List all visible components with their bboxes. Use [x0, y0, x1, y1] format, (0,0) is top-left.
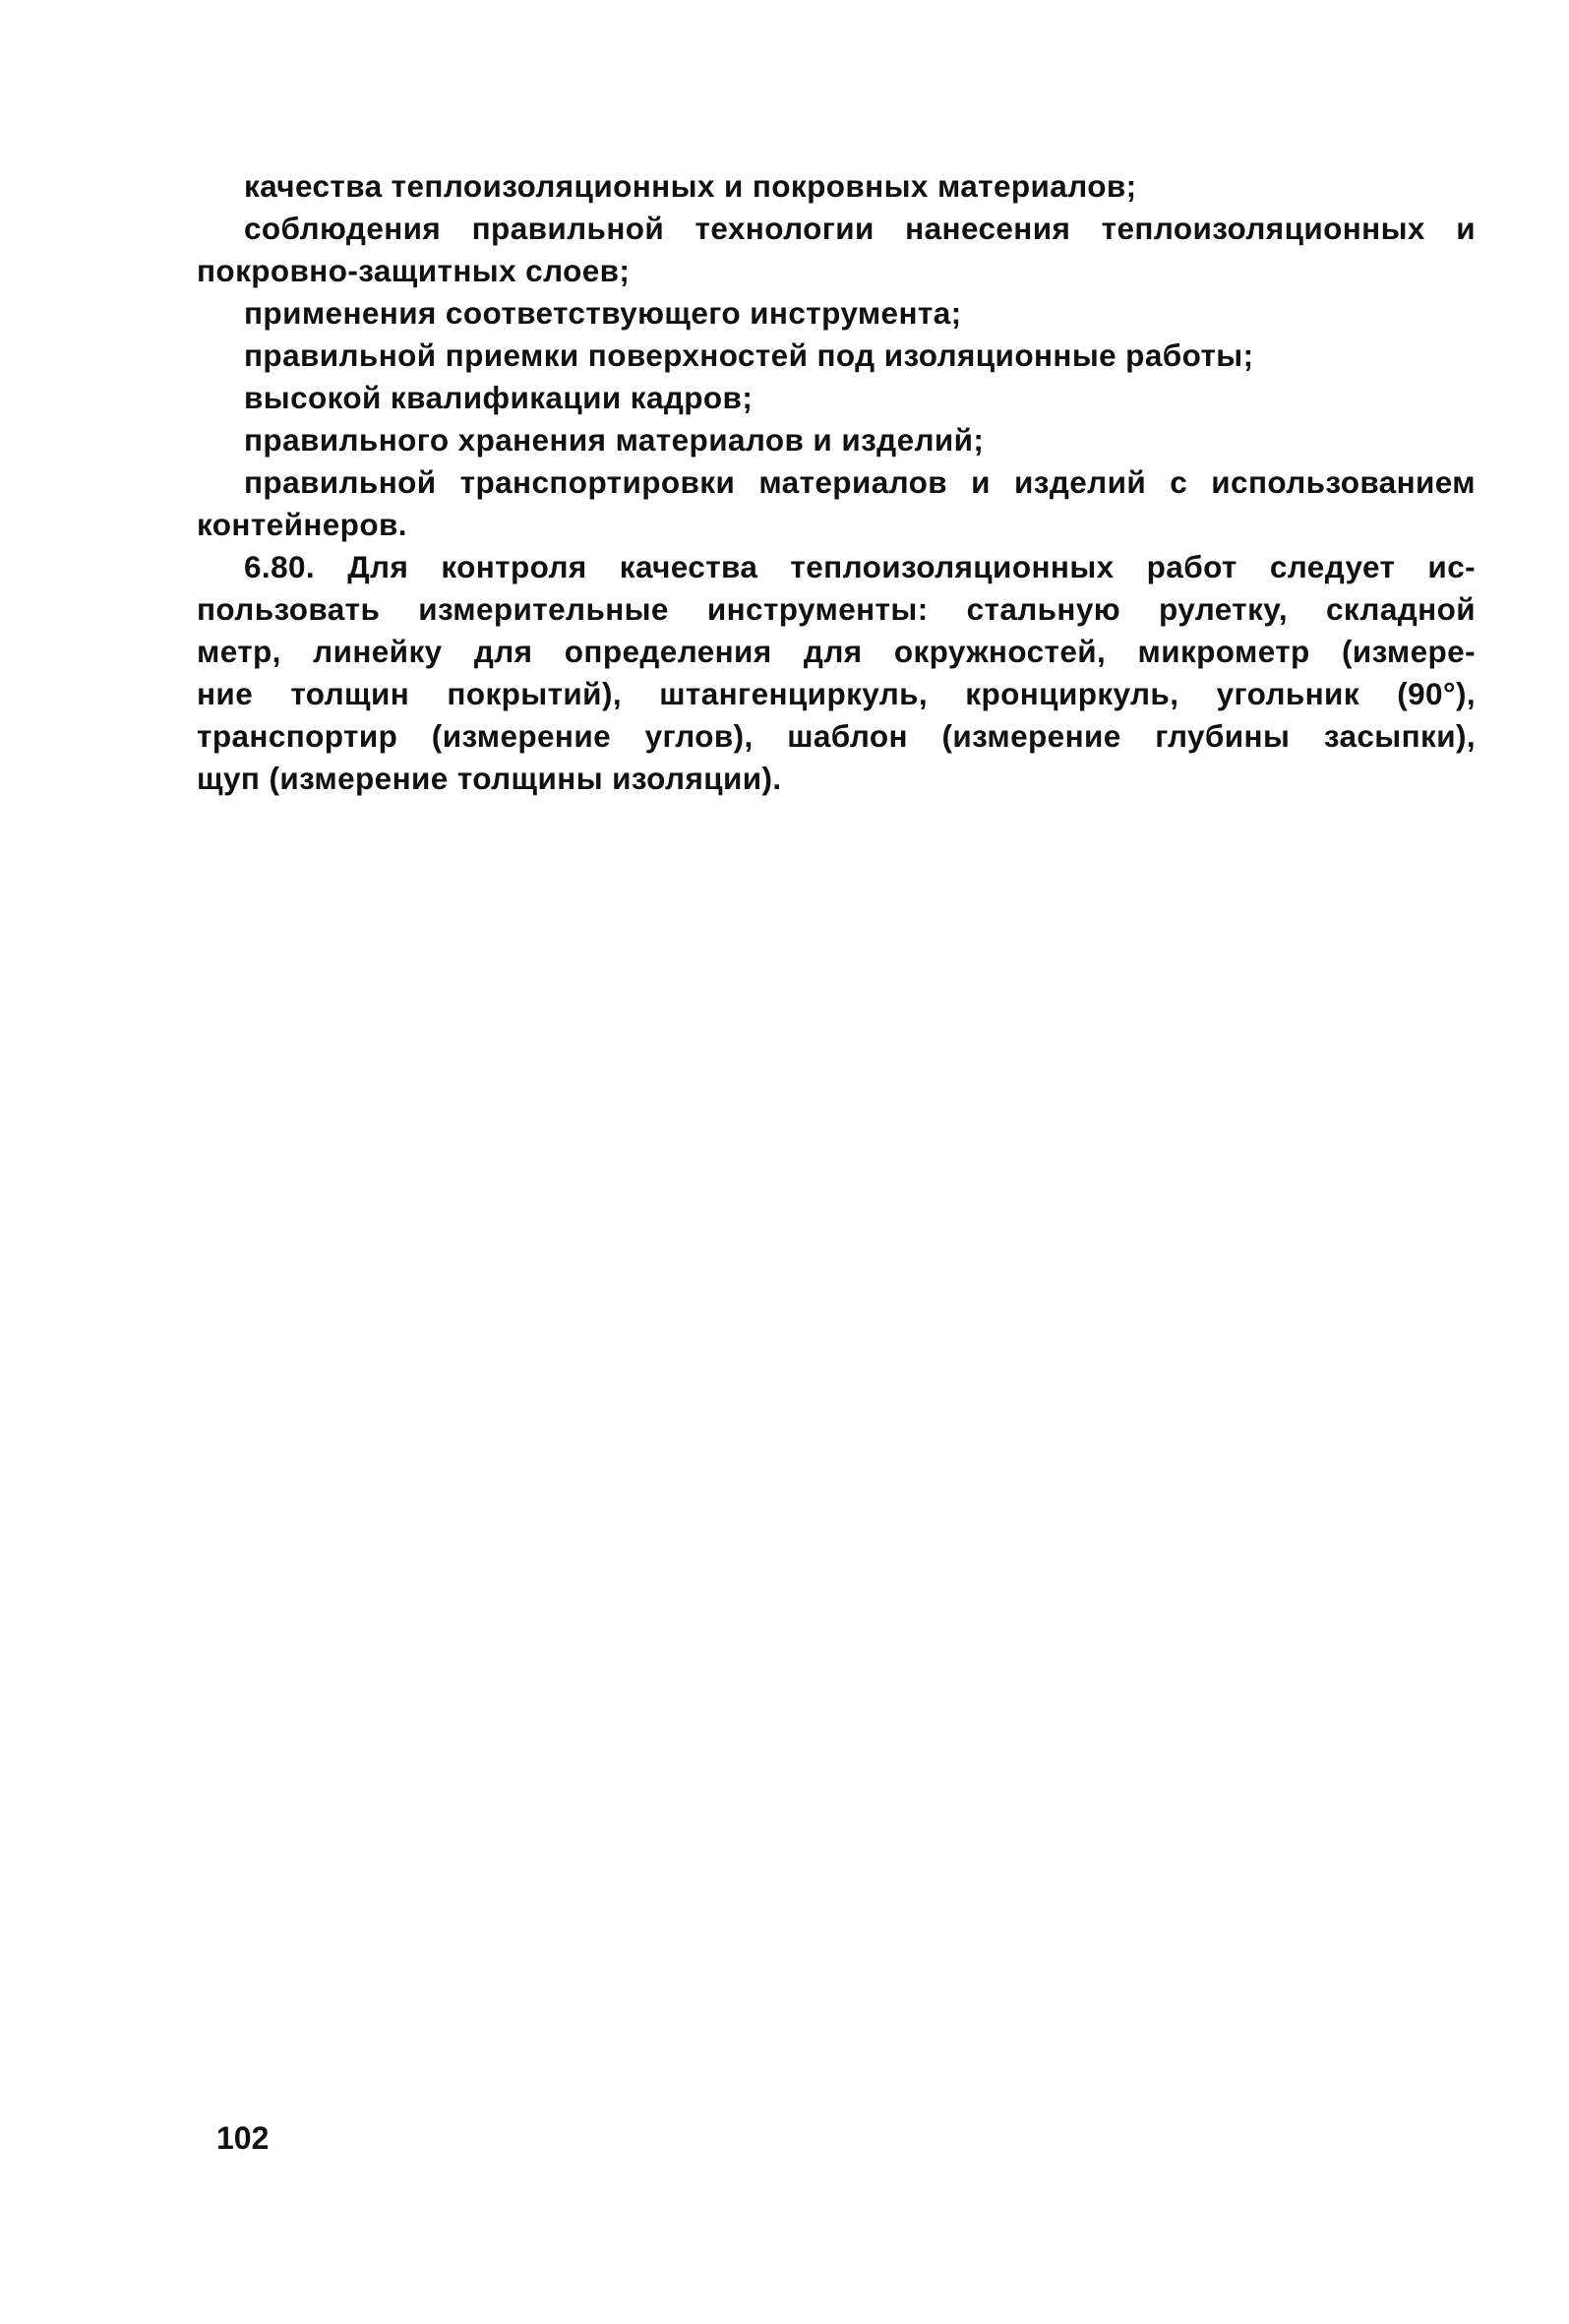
- page-number: 102: [216, 2120, 270, 2156]
- list-item: соблюдения правильной технологии нанесения теплоизоляционных и: [244, 211, 1476, 246]
- body-text: [197, 165, 1476, 800]
- list-item: качества теплоизоляционных и покровных материалов;: [244, 168, 1137, 204]
- section-text: Для контроля качества теплоизоляционных работ следует ис-: [347, 549, 1476, 584]
- list-item: правильного хранения материалов и изделий;: [244, 422, 985, 458]
- list-item: правильной приемки поверхностей под изоляционные работы;: [244, 337, 1254, 373]
- list-item: правильной транспортировки материалов и изделий с использованием: [244, 464, 1476, 500]
- list-item-continuation: покровно-защитных слоев;: [197, 253, 631, 288]
- list-item: высокой квалификации кадров;: [244, 380, 754, 415]
- section-paragraph-line: щуп (измерение толщины изоляции).: [197, 761, 782, 796]
- section-paragraph-first-line: [197, 546, 1476, 588]
- section-paragraph-line: пользовать измерительные инструменты: стальную рулетку, складной: [197, 591, 1476, 627]
- section-number: 6.80.: [244, 549, 316, 584]
- list-item-continuation: контейнеров.: [197, 507, 407, 542]
- section-paragraph-line: транспортир (измерение углов), шаблон (измерение глубины засыпки),: [197, 718, 1476, 754]
- section-paragraph-line: метр, линейку для определения для окружностей, микрометр (измере-: [197, 634, 1476, 669]
- section-paragraph-line: ние толщин покрытий), штангенциркуль, кронциркуль, угольник (90°),: [197, 676, 1476, 711]
- list-item: применения соответствующего инструмента;: [244, 295, 962, 331]
